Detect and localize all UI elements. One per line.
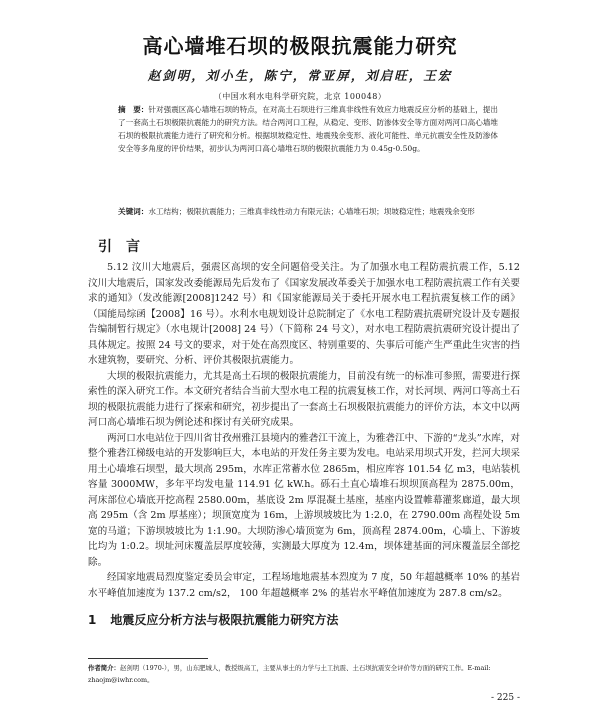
paper-title: 高心墙堆石坝的极限抗震能力研究 xyxy=(142,34,458,58)
keywords-text: 水工结构；极限抗震能力；三维真非线性动力有限元法；心墙堆石坝；坝坡稳定性；地震残余变形 xyxy=(148,207,475,216)
keywords-label: 关键词： xyxy=(118,207,149,216)
body-paragraph: 两河口水电站位于四川省甘孜州雅江县境内的雅砻江干流上，为雅砻江中、下游的“龙头”水库，对整个雅砻江梯级电站的开发影响巨大，本电站的开发任务主要为发电。电站采用坝式开发，拦河大坝采用土心墙堆石坝型，最大坝高 295m，水库正常蓄水位 2865m，相应库容 101.54 亿 m3，电站装机容量 3000MW，多年平均发电量 114.91 亿 kW.h。砾石土直心墙堆石坝坝顶高程为 2875.00m，河床部位心墙底开挖高程 2580.00m，基底设 2m 厚混凝土基座，基座内设置帷幕灌浆廊道，最大坝高 295m（含 2m 厚基座）；坝顶宽度为 16m，上游坝坡坡比为 1:2.0，在 2790.00m 高程处设 5m 宽的马道；下游坝坡坡比为 1:1.90。大坝防渗心墙顶宽为 6m，顶高程 2874.00m，心墙上、下游坡比均为 1:0.2。坝址河床覆盖层厚度较薄，实测最大厚度为 12.4m，坝体建基面的河床覆盖层全部挖除。 xyxy=(88,432,520,568)
abstract xyxy=(118,103,498,155)
affiliation: （中国水利水电科学研究院，北京 100048） xyxy=(213,92,387,101)
keywords xyxy=(118,205,498,218)
footnote-divider xyxy=(88,658,208,659)
body-paragraph: 经国家地震局烈度鉴定委员会审定，工程场地地震基本烈度为 7 度，50 年超越概率 10% 的基岩水平峰值加速度为 137.2 cm/s2， 100 年超越概率 2% 的基岩水平峰值加速度为 287.8 cm/s2。 xyxy=(88,572,520,599)
author-footnote xyxy=(88,662,520,686)
footnote-label: 作者简介： xyxy=(88,664,120,672)
intro-heading: 引言 xyxy=(98,239,154,255)
page-number: - 225 - xyxy=(491,693,520,703)
body-paragraph: 大坝的极限抗震能力，尤其是高土石坝的极限抗震能力，目前没有统一的标准可参照，需要进行探索性的深入研究工作。本文研究者结合当前大型水电工程的抗震复核工作，对长河坝、两河口等高土石坝的极限抗震能力进行了探索和研究，初步提出了一套高土石坝极限抗震能力的评价方法，本文中以两河口高心墙堆石坝为例论述和探讨有关研究成果。 xyxy=(88,370,520,428)
abstract-text: 针对强震区高心墙堆石坝的特点，在对高土石坝进行三维真非线性有效应力地震反应分析的基础上，提出了一套高土石坝极限抗震能力的研究方法。结合两河口工程，从稳定、变形、防渗体安全等方面对两河口高心墙堆石坝的极限抗震能力进行了研究和分析。根据坝坡稳定性、地震残余变形、液化可能性、单元抗震安全性及防渗体安全等多角度的评价结果，初步认为两河口高心墙堆石坝的极限抗震能力为 0.45g-0.50g。 xyxy=(118,105,499,153)
abstract-label: 摘 要： xyxy=(118,105,149,114)
section-1-title: 地震反应分析方法与极限抗震能力研究方法 xyxy=(110,613,339,627)
body-paragraph: 5.12 汶川大地震后，强震区高坝的安全问题倍受关注。为了加强水电工程防震抗震工作，5.12 汶川大地震后，国家发改委能源局先后发布了《国家发展改革委关于加强水电工程防震抗震工作有关要求的通知》（发改能源[2008]1242 号）和《国家能源局关于委托开展水电工程抗震复核工作的函》（国能局综函【2008】16 号）。水利水电规划设计总院制定了《水电工程防震抗震研究设计及专题报告编制暂行规定》（水电规计[2008] 24 号）（下简称 24 号文），对水电工程防震抗震研究设计提出了具体规定。按照 24 号文的要求，对于处在高烈度区、特别重要的、失事后可能产生严重此生灾害的挡水建筑物，要研究、分析、评价其极限抗震能力。 xyxy=(88,262,520,366)
section-1-heading xyxy=(88,611,338,628)
section-1-number: 1 xyxy=(88,613,97,627)
body-text xyxy=(88,260,520,601)
footnote-text: 赵剑明（1970-），男，山东肥城人，教授级高工，主要从事土的力学与土工抗震、土石坝抗震安全评价等方面的研究工作。E-mail: zhaojm@iwhr.com。 xyxy=(88,664,491,684)
author-list: 赵剑明，刘小生，陈宁，常亚屏，刘启旺，王宏 xyxy=(147,68,453,83)
